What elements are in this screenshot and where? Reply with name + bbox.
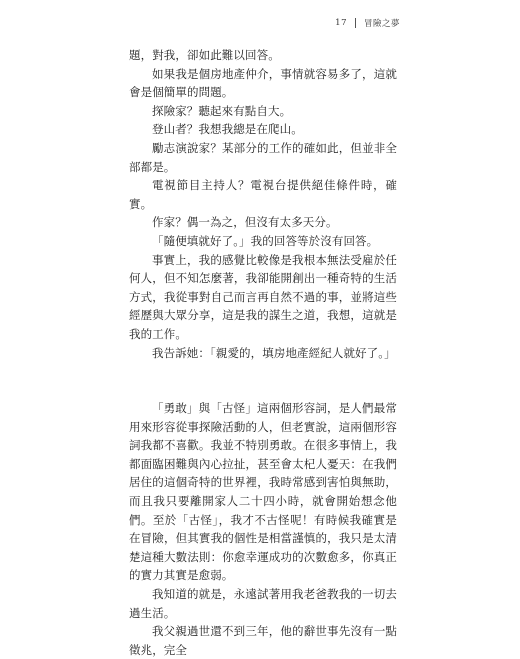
section-one: [129, 46, 397, 362]
section-two: [129, 399, 397, 659]
paragraph: 「隨便填就好了。」我的回答等於沒有回答。: [152, 233, 379, 248]
paragraph: 作家？偶一為之，但沒有太多天分。: [152, 215, 338, 230]
paragraph: 我告訴她：「親愛的，填房地產經紀人就好了。」: [152, 345, 396, 360]
paragraph: 我父親過世還不到三年，他的辭世事先沒有一點徵兆，完全: [129, 624, 397, 657]
paragraph: 電視節目主持人？電視台提供絕佳條件時，確實。: [129, 178, 397, 211]
header-divider: [355, 18, 356, 28]
paragraph: 如果我是個房地產仲介，事情就容易多了，這就會是個簡單的問題。: [129, 66, 397, 100]
paragraph: 探險家？聽起來有點自大。: [152, 103, 292, 118]
paragraph: 勵志演說家？某部分的工作的確如此，但並非全部都是。: [129, 140, 397, 174]
paragraph: 「勇敢」與「古怪」這兩個形容詞，是人們最常用來形容從事探險活動的人，但老實說，這兩個形容詞我都不喜歡。我並不特別勇敢。在很多事情上，我都面臨困難與內心拉扯，甚至會太杞人憂天：在我們居住的這個奇特的世界裡，我時常感到害怕與無助，而且我只要離開家人二十四小時，就會開始想念他們。至於「古怪」，我才不古怪呢！有時候我確實是在冒險，但其實我的個性是相當謹慎的，我只是太清楚這種大數法則：你愈幸運成功的次數愈多，你真正的實力其實是愈弱。: [129, 401, 397, 583]
paragraph: 事實上，我的感覺比較像是我根本無法受雇於任何人，但不知怎麼著，我卻能開創出一種奇特的生活方式，我從事對自己而言再自然不過的事，並將這些經歷與大眾分享，這是我的謀生之道，我想，這就是我的工作。: [129, 252, 397, 341]
chapter-title: 冒險之夢: [363, 19, 400, 29]
paragraph: 登山者？我想我總是在爬山。: [152, 122, 303, 137]
paragraph: 題，對我，卻如此難以回答。: [129, 48, 280, 62]
running-header: [335, 17, 400, 29]
page-number: 17: [335, 18, 347, 28]
section-break: [129, 362, 397, 399]
page-body: [129, 46, 397, 659]
paragraph: 我知道的就是，永遠試著用我老爸教我的一切去過生活。: [129, 587, 397, 620]
